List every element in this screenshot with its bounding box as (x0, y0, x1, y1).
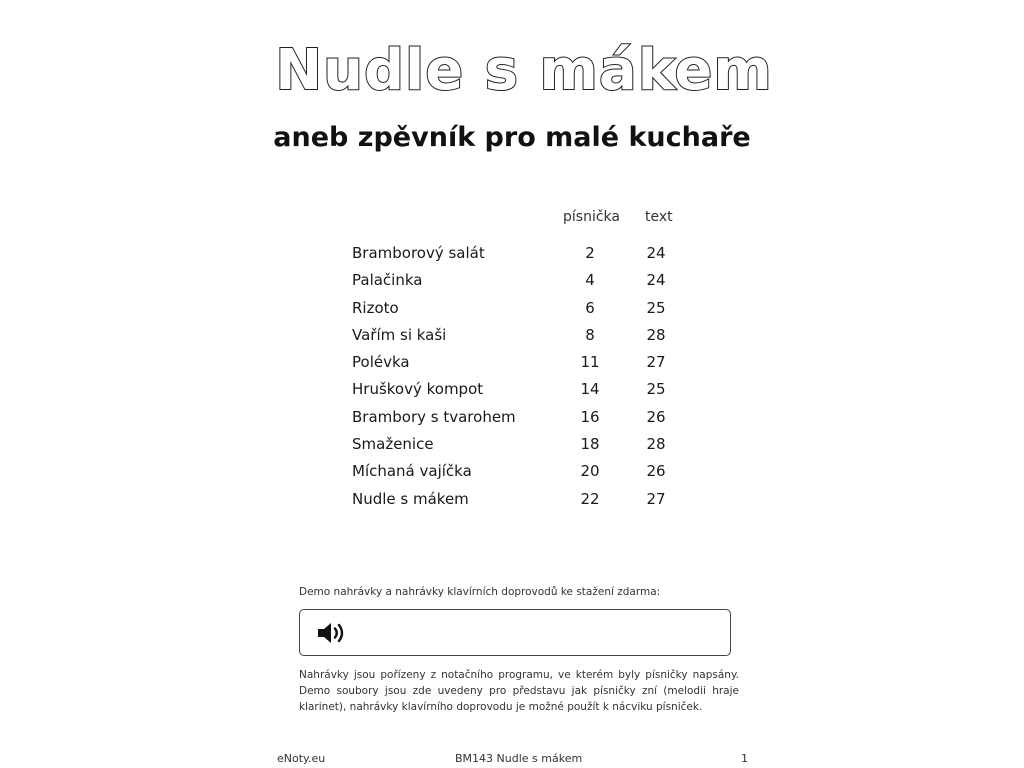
song-page-number: 4 (585, 271, 595, 290)
song-title: Míchaná vajíčka (352, 462, 472, 481)
column-header-song: písnička (563, 209, 620, 225)
text-page-number: 28 (646, 435, 666, 454)
song-page-number: 8 (585, 325, 595, 344)
table-of-contents (352, 238, 692, 511)
song-page-number: 2 (585, 244, 595, 262)
recordings-note: Nahrávky jsou pořízeny z notačního programu, ve kterém byly písničky napsány. Demo soubory jsou zde uvedeny pro představu jak písničky zní (melodii hraje klarinet), nahrávky klavírního doprovodu je možné použít k nácviku písniček. (299, 669, 739, 713)
text-page-number: 25 (646, 298, 666, 317)
column-header-text: text (645, 209, 673, 225)
text-page-number: 28 (646, 325, 666, 344)
song-title: Bramborový salát (352, 244, 485, 262)
song-title: Brambory s tvarohem (352, 407, 516, 426)
toc-row[interactable] (352, 238, 692, 265)
footer-publisher: eNoty.eu (277, 752, 326, 765)
toc-row[interactable] (352, 320, 692, 347)
toc-row[interactable] (352, 265, 692, 292)
toc-row[interactable] (352, 484, 692, 511)
speaker-icon[interactable] (316, 621, 350, 645)
song-title: Rizoto (352, 298, 399, 317)
page-title: Nudle s mákem (275, 38, 773, 103)
song-title: Vařím si kaši (352, 325, 447, 344)
text-page-number: 24 (646, 244, 666, 262)
text-page-number: 27 (646, 353, 666, 372)
song-title: Smaženice (352, 435, 434, 454)
song-title: Palačinka (352, 271, 423, 290)
footer-catalog-title: BM143 Nudle s mákem (455, 752, 583, 765)
toc-row[interactable] (352, 429, 692, 456)
text-page-number: 25 (646, 380, 666, 399)
demo-recordings-label: Demo nahrávky a nahrávky klavírních doprovodů ke stažení zdarma: (299, 586, 661, 598)
toc-row[interactable] (352, 374, 692, 401)
toc-row[interactable] (352, 293, 692, 320)
song-page-number: 22 (580, 489, 600, 508)
toc-row[interactable] (352, 456, 692, 483)
song-page-number: 20 (580, 462, 600, 481)
song-page-number: 18 (580, 435, 600, 454)
footer-page-number: 1 (741, 752, 748, 765)
text-page-number: 26 (646, 407, 666, 426)
audio-player[interactable] (299, 609, 731, 656)
song-title: Hruškový kompot (352, 380, 484, 399)
song-page-number: 16 (580, 407, 600, 426)
song-page-number: 6 (585, 298, 595, 317)
text-page-number: 26 (646, 462, 666, 481)
toc-row[interactable] (352, 347, 692, 374)
toc-row[interactable] (352, 402, 692, 429)
song-page-number: 11 (580, 353, 600, 372)
text-page-number: 27 (646, 489, 666, 508)
song-title: Nudle s mákem (352, 489, 469, 508)
page-subtitle: aneb zpěvník pro malé kuchaře (273, 122, 751, 153)
text-page-number: 24 (646, 271, 666, 290)
song-page-number: 14 (580, 380, 600, 399)
song-title: Polévka (352, 353, 410, 372)
